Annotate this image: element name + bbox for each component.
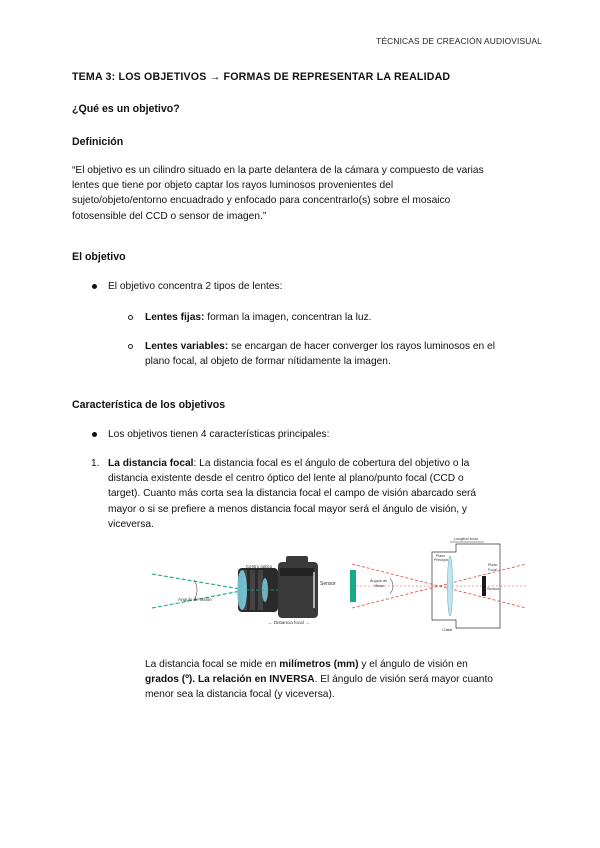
caracteristica-bullet: Los objetivos tienen 4 características principales: [108, 429, 330, 440]
punto-label: Punto [488, 563, 498, 567]
angle-label: Ángulo de visión [178, 597, 212, 602]
lentes-fijas-text: forman la imagen, concentran la luz. [204, 312, 372, 323]
principal-label: Principal [434, 558, 448, 562]
lentes-fijas-item [145, 310, 372, 325]
bullet-dot [92, 284, 97, 289]
distancia-focal-line: distancia existente desde el centro óptico del lente al plano/punto focal (CCD o [108, 473, 464, 485]
objetivo-heading: El objetivo [72, 251, 126, 263]
front-lens [237, 570, 247, 610]
focal-note: La distancia focal se mide en milímetros (mm) y el ángulo de visión en grados (º). La relación en INVERSA. El ángulo de visión será mayor cuanto menor sea la distancia focal (y viceversa). [145, 659, 493, 701]
sub-bullet-circle [128, 344, 133, 349]
definition-line: lentes que tiene por objeto captar los rayos luminosos provenientes del [72, 180, 394, 192]
camera-lens-figure [150, 548, 346, 630]
lentes-variables-item [145, 339, 495, 369]
cristal-label: Cristal [442, 628, 453, 632]
distancia-focal-term: La distancia focal [108, 458, 194, 469]
lentes-variables-text: se encargan de hacer converger los rayos luminosos en el [228, 341, 495, 352]
distancia-focal-line: viceversa. [108, 518, 154, 530]
subject-bar [350, 570, 356, 602]
document-title: TEMA 3: LOS OBJETIVOS → FORMAS DE REPRESENTAR LA REALIDAD [72, 71, 451, 83]
question-heading: ¿Qué es un objetivo? [72, 103, 180, 115]
longitud-label: Longitud focal [454, 537, 478, 541]
centro-label: Centro óptico [246, 564, 273, 569]
sensor-label: Sensor [487, 587, 500, 591]
definition-heading: Definición [72, 136, 124, 148]
objetivo-bullet: El objetivo concentra 2 tipos de lentes: [108, 281, 283, 292]
distancia-focal-line: target). Cuanto más corta sea la distancia focal el campo de visión abarcado será [108, 488, 477, 500]
distancia-focal-text: : La distancia focal es el ángulo de cobertura del objetivo o la [193, 458, 470, 469]
definition-line: fotosensible del CCD o sensor de imagen.” [72, 210, 267, 222]
view-ray-top [152, 574, 246, 590]
lentes-variables-line2: plano focal, al objeto de formar nítidamente la imagen. [145, 356, 391, 368]
sub-bullet-circle [128, 315, 133, 320]
definition-line: “El objetivo es un cilindro situado en la parte delantera de la cámara y compuesto de varias [72, 165, 484, 176]
angulo-label: Ángulo de [370, 579, 388, 583]
vision-label: Visión [374, 584, 385, 588]
caracteristica-heading: Característica de los objetivos [72, 399, 226, 411]
sensor-element [482, 576, 486, 596]
distancia-focal-line: mayor o si se prefiere a menos distancia focal mayor será el ángulo de visión, y [108, 503, 467, 515]
focal-label: Focal [488, 568, 497, 572]
list-number: 1. [91, 458, 100, 469]
lens-element [447, 556, 452, 616]
page-header: TÉCNICAS DE CREACIÓN AUDIOVISUAL [376, 36, 542, 46]
definition-text [72, 163, 484, 224]
lente-label: de la lente [252, 569, 273, 574]
lentes-fijas-term: Lentes fijas: [145, 312, 205, 323]
focal-length-diagram [350, 536, 528, 634]
distancia-label: ← Distancia focal → [268, 620, 310, 625]
plano-label: Plano [436, 554, 446, 558]
lentes-variables-term: Lentes variables: [145, 341, 229, 352]
sensor-label: Sensor [320, 581, 336, 587]
definition-line: sujeto/objeto/entorno encuadrado y enfocado para concentrarlo(s) sobre el mosaico [72, 195, 451, 207]
distancia-focal-item [108, 456, 476, 532]
bullet-dot [92, 432, 97, 437]
